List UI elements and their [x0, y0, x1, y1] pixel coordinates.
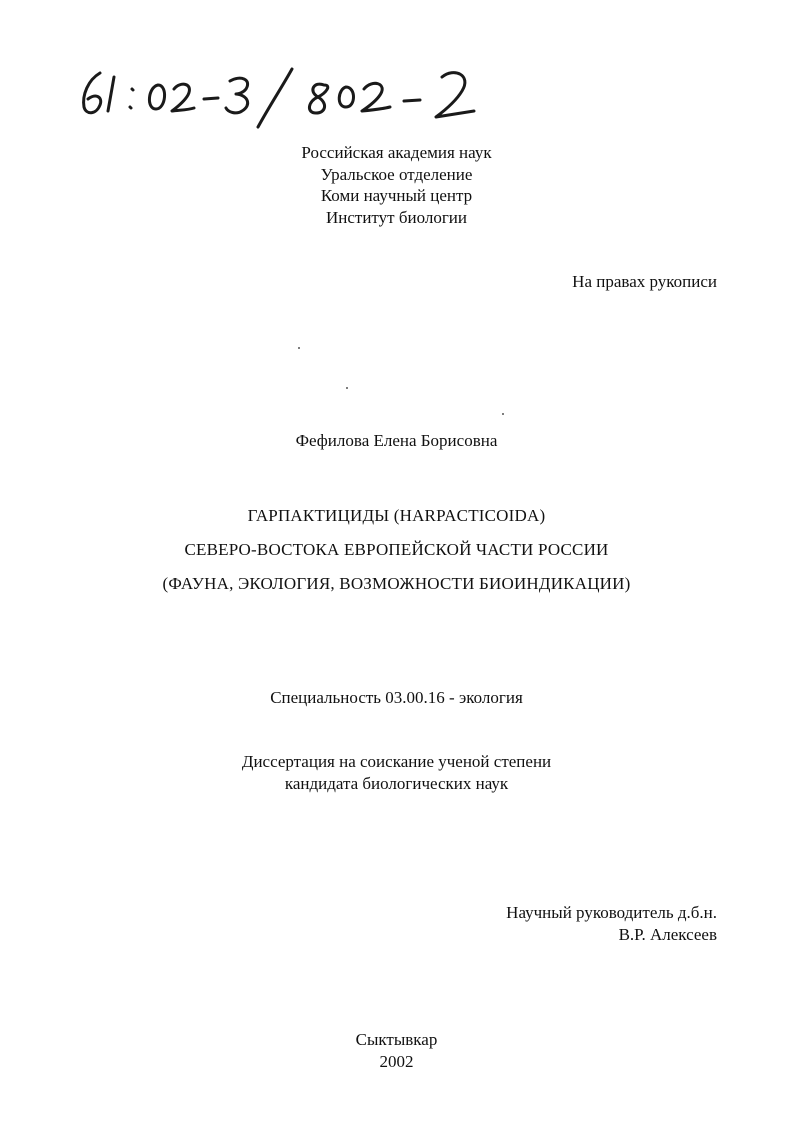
title-line-2: СЕВЕРО-ВОСТОКА ЕВРОПЕЙСКОЙ ЧАСТИ РОССИИ [184, 540, 609, 559]
institution-header [0, 142, 793, 228]
specialty: Специальность 03.00.16 - экология [270, 688, 523, 707]
institution-line-institute: Институт биологии [325, 207, 467, 227]
handwritten-archive-code-drawing [70, 55, 490, 130]
title-line-3: (ФАУНА, ЭКОЛОГИЯ, ВОЗМОЖНОСТИ БИОИНДИКАЦИИ) [162, 574, 631, 593]
institution-line-academy: Российская академия наук [301, 143, 492, 162]
degree-statement [0, 751, 793, 794]
degree-line-2: кандидата биологических наук [284, 773, 509, 793]
handwritten-archive-code [70, 55, 490, 130]
footer [0, 1029, 793, 1072]
rights-note: На правах рукописи [572, 272, 717, 291]
footer-year: 2002 [379, 1051, 414, 1071]
institution-line-branch: Уральское отделение [320, 164, 473, 184]
supervisor-name: В.Р. Алексеев [618, 924, 717, 944]
dissertation-title [0, 499, 793, 601]
scan-speck [502, 413, 504, 415]
scan-speck [346, 387, 348, 389]
supervisor [506, 902, 717, 945]
supervisor-title: Научный руководитель д.б.н. [506, 903, 717, 922]
degree-line-1: Диссертация на соискание ученой степени [241, 752, 552, 771]
footer-city: Сыктывкар [355, 1030, 438, 1049]
title-line-1: ГАРПАКТИЦИДЫ (HARPACTICOIDA) [247, 506, 546, 525]
institution-line-center: Коми научный центр [320, 186, 473, 205]
scan-speck [298, 347, 300, 349]
author-name: Фефилова Елена Борисовна [295, 431, 498, 450]
